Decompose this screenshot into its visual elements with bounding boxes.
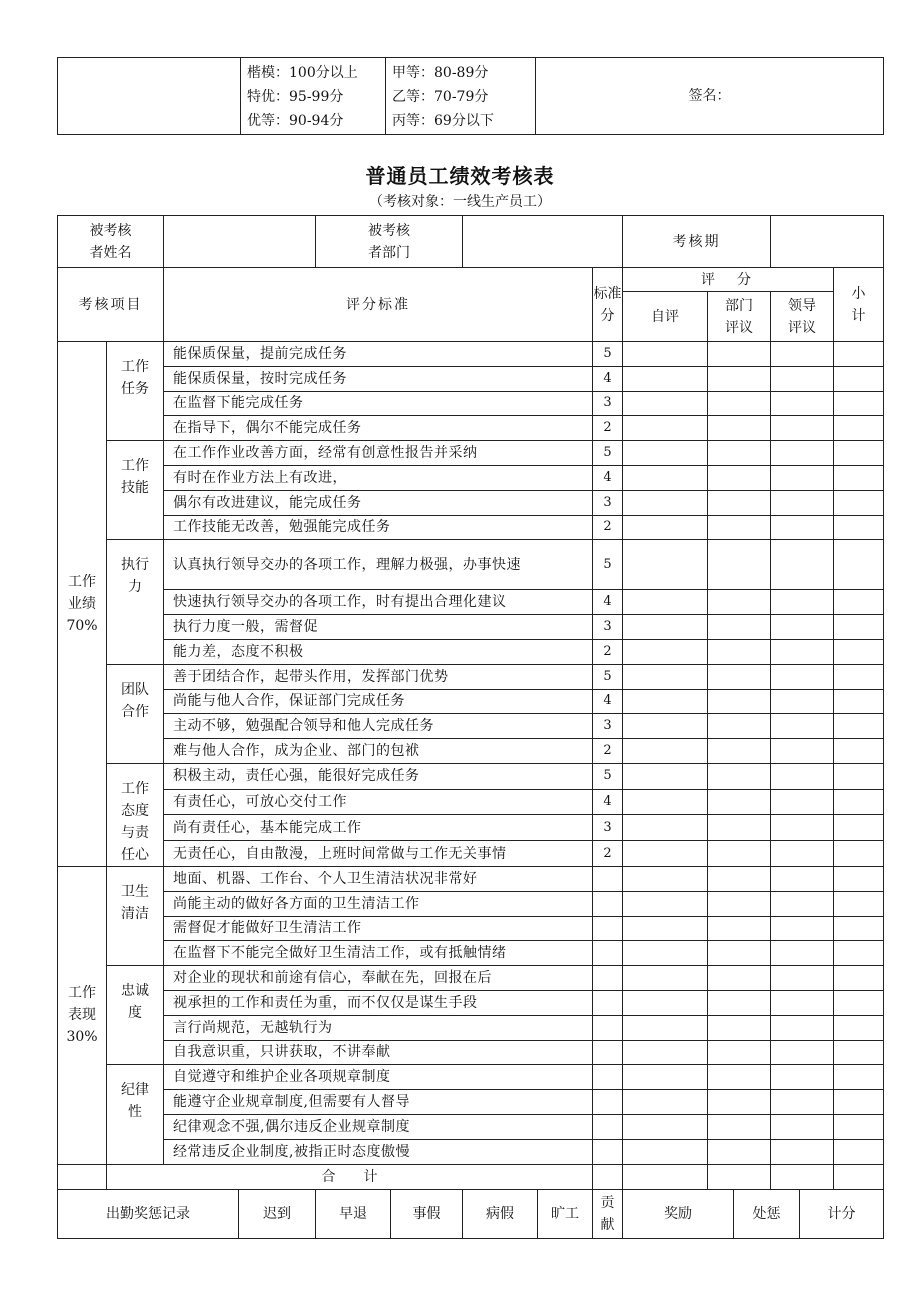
criteria-text: 视承担的工作和责任为重，而不仅仅是谋生手段 [164, 990, 593, 1015]
leader-score-input[interactable] [771, 590, 834, 615]
dept-score-input[interactable] [708, 941, 771, 966]
subtotal-input[interactable] [834, 465, 884, 490]
self-score-input[interactable] [623, 465, 708, 490]
subtotal-input[interactable] [834, 1065, 884, 1090]
standard-score: 2 [593, 416, 623, 441]
subtotal-input[interactable] [834, 941, 884, 966]
subtotal-input[interactable] [834, 891, 884, 916]
self-score-input[interactable] [623, 540, 708, 590]
subtotal-input[interactable] [834, 789, 884, 815]
leader-score-input[interactable] [771, 615, 834, 640]
criteria-text: 工作技能无改善，勉强能完成任务 [164, 515, 593, 540]
subtotal-input[interactable] [834, 990, 884, 1015]
standard-score [593, 866, 623, 891]
criteria-row [58, 391, 884, 416]
std-header: 标准 分 [593, 268, 623, 342]
criteria-text: 积极主动，责任心强，能很好完成任务 [164, 763, 593, 789]
self-score-input[interactable] [623, 841, 708, 867]
criteria-row [58, 1090, 884, 1115]
self-score-input[interactable] [623, 515, 708, 540]
self-score-input[interactable] [623, 639, 708, 664]
standard-score: 4 [593, 789, 623, 815]
dept-score-input[interactable] [708, 391, 771, 416]
self-score-input[interactable] [623, 789, 708, 815]
standard-score [593, 1090, 623, 1115]
criteria-row [58, 366, 884, 391]
criteria-text: 在监督下不能完全做好卫生清洁工作，或有抵触情绪 [164, 941, 593, 966]
dept-review-header: 部门 评议 [708, 292, 771, 342]
criteria-row [58, 990, 884, 1015]
self-score-input[interactable] [623, 342, 708, 367]
criteria-row [58, 891, 884, 916]
criteria-row [58, 342, 884, 367]
dept-score-input[interactable] [708, 615, 771, 640]
subtotal-input[interactable] [834, 490, 884, 515]
dept-score-input[interactable] [708, 866, 771, 891]
total-row [58, 1164, 884, 1189]
absent-label: 旷工 [538, 1189, 593, 1238]
self-score-input[interactable] [623, 1015, 708, 1040]
self-score-input[interactable] [623, 1090, 708, 1115]
self-score-input[interactable] [623, 366, 708, 391]
score-label: 计分 [800, 1189, 884, 1238]
dept-score-input[interactable] [708, 689, 771, 714]
leader-score-input[interactable] [771, 342, 834, 367]
criteria-row [58, 714, 884, 739]
subtotal-input[interactable] [834, 916, 884, 941]
subtotal-input[interactable] [834, 590, 884, 615]
self-score-input[interactable] [623, 739, 708, 764]
info-row [58, 216, 884, 268]
dept-label: 被考核 者部门 [316, 216, 463, 268]
leader-score-input[interactable] [771, 866, 834, 891]
dept-score-input[interactable] [708, 990, 771, 1015]
group-label: 工作 态度 与责 任心 [107, 763, 164, 866]
group-label: 团队 合作 [107, 664, 164, 763]
criteria-text: 经常违反企业制度,被指正时态度傲慢 [164, 1139, 593, 1164]
penalty-label: 处惩 [734, 1189, 800, 1238]
dept-score-input[interactable] [708, 342, 771, 367]
criteria-row [58, 689, 884, 714]
leader-score-input[interactable] [771, 990, 834, 1015]
leader-score-input[interactable] [771, 664, 834, 689]
standard-score: 5 [593, 441, 623, 466]
signature-label: 签名： [688, 88, 731, 104]
standard-score [593, 990, 623, 1015]
standard-score [593, 1015, 623, 1040]
criteria-row [58, 465, 884, 490]
grade-teyou: 特优：95-99分 [247, 89, 344, 105]
subtotal-header: 小 计 [834, 268, 884, 342]
standard-score: 3 [593, 714, 623, 739]
leader-score-input[interactable] [771, 391, 834, 416]
self-header: 自评 [623, 292, 708, 342]
criteria-text: 对企业的现状和前途有信心，奉献在先，回报在后 [164, 966, 593, 991]
leader-score-input[interactable] [771, 815, 834, 841]
subtotal-input[interactable] [834, 366, 884, 391]
leader-score-input[interactable] [771, 763, 834, 789]
standard-score: 2 [593, 739, 623, 764]
dept-score-input[interactable] [708, 966, 771, 991]
standard-score: 4 [593, 590, 623, 615]
dept-score-input[interactable] [708, 416, 771, 441]
criteria-row [58, 916, 884, 941]
leader-score-input[interactable] [771, 490, 834, 515]
group-label: 忠诚 度 [107, 966, 164, 1065]
leader-score-input[interactable] [771, 540, 834, 590]
self-score-input[interactable] [623, 1040, 708, 1065]
standard-score [593, 916, 623, 941]
self-score-input[interactable] [623, 1139, 708, 1164]
total-self-input[interactable] [623, 1164, 708, 1189]
standard-score: 3 [593, 615, 623, 640]
criteria-row [58, 515, 884, 540]
subtotal-input[interactable] [834, 664, 884, 689]
subtotal-input[interactable] [834, 615, 884, 640]
subtotal-input[interactable] [834, 1114, 884, 1139]
dept-score-input[interactable] [708, 1015, 771, 1040]
standard-score: 3 [593, 391, 623, 416]
subtotal-input[interactable] [834, 966, 884, 991]
self-score-input[interactable] [623, 990, 708, 1015]
dept-score-input[interactable] [708, 515, 771, 540]
self-score-input[interactable] [623, 1065, 708, 1090]
subtotal-input[interactable] [834, 639, 884, 664]
self-score-input[interactable] [623, 763, 708, 789]
self-score-input[interactable] [623, 815, 708, 841]
leader-score-input[interactable] [771, 1065, 834, 1090]
criteria-text: 有时在作业方法上有改进， [164, 465, 593, 490]
criteria-text: 尚能主动的做好各方面的卫生清洁工作 [164, 891, 593, 916]
self-score-input[interactable] [623, 941, 708, 966]
subtotal-input[interactable] [834, 515, 884, 540]
leader-score-input[interactable] [771, 1114, 834, 1139]
section-label: 工作 表现 30% [58, 866, 107, 1164]
standard-score: 5 [593, 540, 623, 590]
criteria-text: 难与他人合作，成为企业、部门的包袱 [164, 739, 593, 764]
name-label: 被考核 者姓名 [58, 216, 164, 268]
subtotal-input[interactable] [834, 416, 884, 441]
criteria-text: 有责任心，可放心交付工作 [164, 789, 593, 815]
dept-score-input[interactable] [708, 815, 771, 841]
contribution-label: 贡 献 [593, 1189, 623, 1238]
leader-score-input[interactable] [771, 941, 834, 966]
period-input[interactable] [771, 216, 884, 268]
criteria-row [58, 815, 884, 841]
criteria-text: 地面、机器、工作台、个人卫生清洁状况非常好 [164, 866, 593, 891]
subtotal-input[interactable] [834, 1139, 884, 1164]
dept-score-input[interactable] [708, 916, 771, 941]
subtotal-input[interactable] [834, 441, 884, 466]
standard-score [593, 1040, 623, 1065]
criteria-row [58, 941, 884, 966]
page-subtitle: （考核对象：一线生产员工） [369, 194, 551, 210]
leader-score-input[interactable] [771, 891, 834, 916]
period-label: 考核期 [623, 216, 771, 268]
standard-score [593, 966, 623, 991]
dept-score-input[interactable] [708, 1065, 771, 1090]
signature-cell[interactable] [536, 58, 884, 135]
leader-score-input[interactable] [771, 1015, 834, 1040]
self-score-input[interactable] [623, 891, 708, 916]
subtotal-input[interactable] [834, 763, 884, 789]
grade-youdeng: 优等：90-94分 [247, 113, 344, 129]
criteria-text: 执行力度一般，需督促 [164, 615, 593, 640]
standard-score: 2 [593, 841, 623, 867]
criteria-header: 评分标准 [164, 268, 593, 342]
criteria-row [58, 441, 884, 466]
dept-score-input[interactable] [708, 639, 771, 664]
self-score-input[interactable] [623, 689, 708, 714]
leader-score-input[interactable] [771, 714, 834, 739]
criteria-row [58, 615, 884, 640]
standard-score: 5 [593, 664, 623, 689]
standard-score [593, 891, 623, 916]
criteria-text: 在工作作业改善方面，经常有创意性报告并采纳 [164, 441, 593, 466]
leader-score-input[interactable] [771, 1090, 834, 1115]
leader-score-input[interactable] [771, 639, 834, 664]
dept-score-input[interactable] [708, 1114, 771, 1139]
self-score-input[interactable] [623, 490, 708, 515]
header-row-1 [58, 268, 884, 292]
grade-column-2 [386, 58, 536, 135]
dept-score-input[interactable] [708, 763, 771, 789]
page-title: 普通员工绩效考核表 [365, 164, 555, 188]
self-score-input[interactable] [623, 664, 708, 689]
total-leader-input[interactable] [771, 1164, 834, 1189]
late-label: 迟到 [239, 1189, 316, 1238]
standard-score [593, 1114, 623, 1139]
dept-score-input[interactable] [708, 841, 771, 867]
subtotal-input[interactable] [834, 714, 884, 739]
standard-score: 4 [593, 366, 623, 391]
subtotal-input[interactable] [834, 739, 884, 764]
dept-score-input[interactable] [708, 1040, 771, 1065]
criteria-text: 需督促才能做好卫生清洁工作 [164, 916, 593, 941]
criteria-text: 能保质保量，按时完成任务 [164, 366, 593, 391]
self-score-input[interactable] [623, 714, 708, 739]
criteria-row [58, 1065, 884, 1090]
subtotal-input[interactable] [834, 540, 884, 590]
self-score-input[interactable] [623, 1114, 708, 1139]
evaluation-table [57, 215, 884, 1239]
criteria-row [58, 664, 884, 689]
leader-score-input[interactable] [771, 366, 834, 391]
dept-input[interactable] [463, 216, 623, 268]
leader-score-input[interactable] [771, 515, 834, 540]
criteria-text: 在监督下能完成任务 [164, 391, 593, 416]
group-label: 纪律 性 [107, 1065, 164, 1164]
standard-score: 3 [593, 490, 623, 515]
self-score-input[interactable] [623, 866, 708, 891]
grade-bing: 丙等：69分以下 [392, 113, 494, 129]
criteria-text: 能遵守企业规章制度,但需要有人督导 [164, 1090, 593, 1115]
criteria-text: 纪律观念不强,偶尔违反企业规章制度 [164, 1114, 593, 1139]
dept-score-input[interactable] [708, 441, 771, 466]
criteria-text: 无责任心，自由散漫，上班时间常做与工作无关事情 [164, 841, 593, 867]
dept-score-input[interactable] [708, 1139, 771, 1164]
self-score-input[interactable] [623, 966, 708, 991]
criteria-text: 偶尔有改进建议，能完成任务 [164, 490, 593, 515]
standard-score: 2 [593, 639, 623, 664]
total-dept-input[interactable] [708, 1164, 771, 1189]
criteria-row [58, 966, 884, 991]
criteria-row [58, 789, 884, 815]
total-blank [58, 1164, 107, 1189]
self-score-input[interactable] [623, 590, 708, 615]
criteria-row [58, 1040, 884, 1065]
subtotal-input[interactable] [834, 342, 884, 367]
criteria-row [58, 1114, 884, 1139]
dept-score-input[interactable] [708, 739, 771, 764]
grade-yi: 乙等：70-79分 [392, 89, 489, 105]
group-label: 卫生 清洁 [107, 866, 164, 965]
dept-score-input[interactable] [708, 465, 771, 490]
criteria-text: 善于团结合作，起带头作用，发挥部门优势 [164, 664, 593, 689]
attendance-row [58, 1189, 884, 1238]
criteria-row [58, 540, 884, 590]
standard-score: 4 [593, 689, 623, 714]
grade-legend-table [57, 57, 884, 135]
leader-score-input[interactable] [771, 966, 834, 991]
dept-score-input[interactable] [708, 590, 771, 615]
dept-score-input[interactable] [708, 789, 771, 815]
leader-score-input[interactable] [771, 416, 834, 441]
leader-score-input[interactable] [771, 441, 834, 466]
subtotal-input[interactable] [834, 815, 884, 841]
self-score-input[interactable] [623, 615, 708, 640]
criteria-row [58, 841, 884, 867]
item-header: 考核项目 [58, 268, 164, 342]
total-std-input[interactable] [593, 1164, 623, 1189]
criteria-text: 自我意识重，只讲获取，不讲奉献 [164, 1040, 593, 1065]
dept-score-input[interactable] [708, 891, 771, 916]
criteria-text: 能力差，态度不积极 [164, 639, 593, 664]
standard-score: 2 [593, 515, 623, 540]
subtotal-input[interactable] [834, 689, 884, 714]
total-label: 合 计 [107, 1164, 593, 1189]
criteria-text: 认真执行领导交办的各项工作，理解力极强，办事快速 [164, 540, 593, 590]
subtotal-input[interactable] [834, 1040, 884, 1065]
self-score-input[interactable] [623, 441, 708, 466]
dept-score-input[interactable] [708, 1090, 771, 1115]
criteria-row [58, 416, 884, 441]
grade-jia: 甲等：80-89分 [392, 65, 489, 81]
blank-cell [58, 58, 241, 135]
dept-score-input[interactable] [708, 366, 771, 391]
standard-score: 5 [593, 763, 623, 789]
criteria-row [58, 866, 884, 891]
section-label: 工作 业绩 70% [58, 342, 107, 867]
leader-score-input[interactable] [771, 789, 834, 815]
grade-column-1 [241, 58, 386, 135]
criteria-text: 在指导下，偶尔不能完成任务 [164, 416, 593, 441]
standard-score [593, 941, 623, 966]
sick-leave-label: 病假 [463, 1189, 538, 1238]
criteria-row [58, 490, 884, 515]
dept-score-input[interactable] [708, 540, 771, 590]
leader-score-input[interactable] [771, 689, 834, 714]
standard-score [593, 1065, 623, 1090]
personal-leave-label: 事假 [391, 1189, 463, 1238]
early-leave-label: 早退 [316, 1189, 391, 1238]
group-label: 工作 技能 [107, 441, 164, 540]
criteria-text: 尚能与他人合作，保证部门完成任务 [164, 689, 593, 714]
grade-kaimo: 楷模：100分以上 [247, 65, 358, 81]
group-label: 执行 力 [107, 540, 164, 664]
reward-label: 奖励 [623, 1189, 734, 1238]
self-score-input[interactable] [623, 391, 708, 416]
subtotal-input[interactable] [834, 841, 884, 867]
subtotal-input[interactable] [834, 391, 884, 416]
standard-score: 3 [593, 815, 623, 841]
self-score-input[interactable] [623, 916, 708, 941]
name-input[interactable] [164, 216, 316, 268]
leader-score-input[interactable] [771, 841, 834, 867]
subtotal-input[interactable] [834, 1090, 884, 1115]
leader-score-input[interactable] [771, 916, 834, 941]
leader-score-input[interactable] [771, 739, 834, 764]
subtotal-input[interactable] [834, 866, 884, 891]
subtotal-input[interactable] [834, 1015, 884, 1040]
dept-score-input[interactable] [708, 714, 771, 739]
criteria-text: 快速执行领导交办的各项工作，时有提出合理化建议 [164, 590, 593, 615]
criteria-text: 自觉遵守和维护企业各项规章制度 [164, 1065, 593, 1090]
criteria-row [58, 1015, 884, 1040]
score-header: 评 分 [623, 268, 834, 292]
criteria-row [58, 1139, 884, 1164]
criteria-row [58, 639, 884, 664]
criteria-row [58, 763, 884, 789]
total-subtotal-input[interactable] [834, 1164, 884, 1189]
leader-review-header: 领导 评议 [771, 292, 834, 342]
dept-score-input[interactable] [708, 490, 771, 515]
self-score-input[interactable] [623, 416, 708, 441]
leader-score-input[interactable] [771, 465, 834, 490]
attendance-label: 出勤奖惩记录 [58, 1189, 239, 1238]
standard-score: 5 [593, 342, 623, 367]
criteria-text: 能保质保量，提前完成任务 [164, 342, 593, 367]
criteria-text: 尚有责任心，基本能完成工作 [164, 815, 593, 841]
criteria-text: 言行尚规范，无越轨行为 [164, 1015, 593, 1040]
standard-score [593, 1139, 623, 1164]
leader-score-input[interactable] [771, 1139, 834, 1164]
criteria-text: 主动不够，勉强配合领导和他人完成任务 [164, 714, 593, 739]
standard-score: 4 [593, 465, 623, 490]
criteria-row [58, 590, 884, 615]
criteria-row [58, 739, 884, 764]
group-label: 工作 任务 [107, 342, 164, 441]
leader-score-input[interactable] [771, 1040, 834, 1065]
dept-score-input[interactable] [708, 664, 771, 689]
